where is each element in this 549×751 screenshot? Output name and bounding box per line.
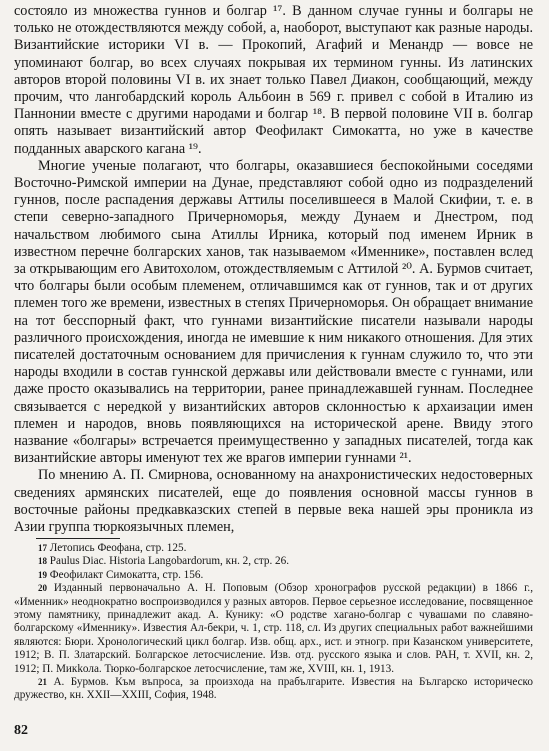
paragraph-2: Многие ученые полагают, что болгары, оказавшиеся беспокойными соседями Восточно-Римской империи на Дунае, представляют собой одно из подразделений гуннов, после распадения державы Аттилы поселившееся в Малой Скифии, т. е. в степи северно-западного Причерноморья, между Дунаем и Днестром, под начальством любимого сына Атиллы Ирника, который под именем Ирник в известном перечне болгарских ханов, так называемом «Именнике», поставлен вслед за открывающим его Авитохолом, отождествляемым с Аттилой ²⁰. А. Бурмов считает, что болгары были особым племенем, отличавшимся как от гуннов, так и от других племен того же времени, известных в степях Причерноморья. Он обращает внимание на тот бесспорный факт, что гуннами византийские писатели называли народы различного происхождения, иногда не имевшие к ним никакого отношения. Для этих писателей достаточным основанием для причисления к гуннам служило то, что эти народы входили в состав гуннской державы или действовали вместе с гуннами, или даже просто оказывались на территории, ранее принадлежавшей гуннам. Последнее связывается с нередкой у византийских авторов склонностью к архаизации имен племен и народов, вновь появляющихся на исторической арене. Ввиду этого название «болгары» встречается преимущественно у западных писателей, тогда как византийские авторы именуют тех же врагов империи гуннами ²¹. [14, 157, 537, 467]
footnote-text: Paulus Diac. Historia Langobardorum, кн. 2, стр. 26. [49, 555, 290, 568]
footnote-divider [36, 538, 120, 539]
footnote-number: 21 [38, 677, 47, 688]
main-text [14, 3, 537, 536]
footnote-19 [14, 569, 533, 582]
footnote-number: 18 [38, 556, 47, 567]
footnote-number: 19 [38, 569, 47, 580]
footnote-number: 17 [38, 543, 47, 553]
footnote-18 [14, 555, 533, 568]
footnote-20 [14, 582, 536, 676]
footnote-text: Летопись Феофана, стр. 125. [49, 542, 187, 554]
footnote-number: 20 [38, 583, 47, 594]
footnote-text: Изданный первоначально А. Н. Поповым (Обзор хронографов русской редакции) в 1866 г., «Именник» неоднократно воспроизводился у разных авторов. Первое серьезное исследование, посвященное этому памятнику, принадлежит акад. А. Кунику: «О родстве хагано-болгар с чувашами по славяно-болгарскому «Именнику». Известия Ал-бекри, ч. 1, стр. 118, сл. Из других специальных работ важнейшими являются: Бюри. Хронологический цикл болгар. Изв. общ. арх., ист. и этногр. при Казанском университете, 1912; В. П. Златарский. Болгарское летосчисление. Изв. отд. русского языка и слов. РАН, т. XVII, кн. 2, 1912; П. Микkола. Тюрко-болгарское летосчисление, там же, XVIII, кн. 1, 1913. [14, 582, 536, 675]
footnote-21 [14, 676, 536, 703]
footnotes [14, 542, 536, 703]
footnote-text: А. Бурмов. Към въпроса, за произхода на прабългарите. Известия на Българско историческо дружество, кн. XXII—XXIII, София, 1948. [14, 676, 536, 702]
footnote-17 [14, 542, 533, 555]
paragraph-1: состояло из множества гуннов и болгар ¹⁷. В данном случае гунны и болгары не только не отождествляются между собой, а, наоборот, выступают как разные народы. Византийские историки VI в. — Прокопий, Агафий и Менандр — вовсе не упоминают болгар, во всех случаях покрывая их термином гунны. Из латинских авторов второй половины VI в. их знает только Павел Диакон, сообщающий, между прочим, что лангобардский король Альбоин в 569 г. привел с собой в Италию из Паннонии вместе с другими народами и болгар ¹⁸. В первой половине VII в. болгар опять называет византийский автор Феофилакт Симокатта, но уже в качестве подданных аварского кагана ¹⁹. [14, 3, 537, 157]
footnote-text: Феофилакт Симокатта, стр. 156. [49, 568, 204, 581]
page-number: 82 [14, 723, 28, 738]
paragraph-3: По мнению А. П. Смирнова, основанному на анахронистических недостоверных сведениях армянских писателей, еще до появления основной массы гуннов в восточные районы предкавказских степей в первые века нашей эры проникла из Азии группа тюркоязычных племен, [14, 467, 537, 536]
